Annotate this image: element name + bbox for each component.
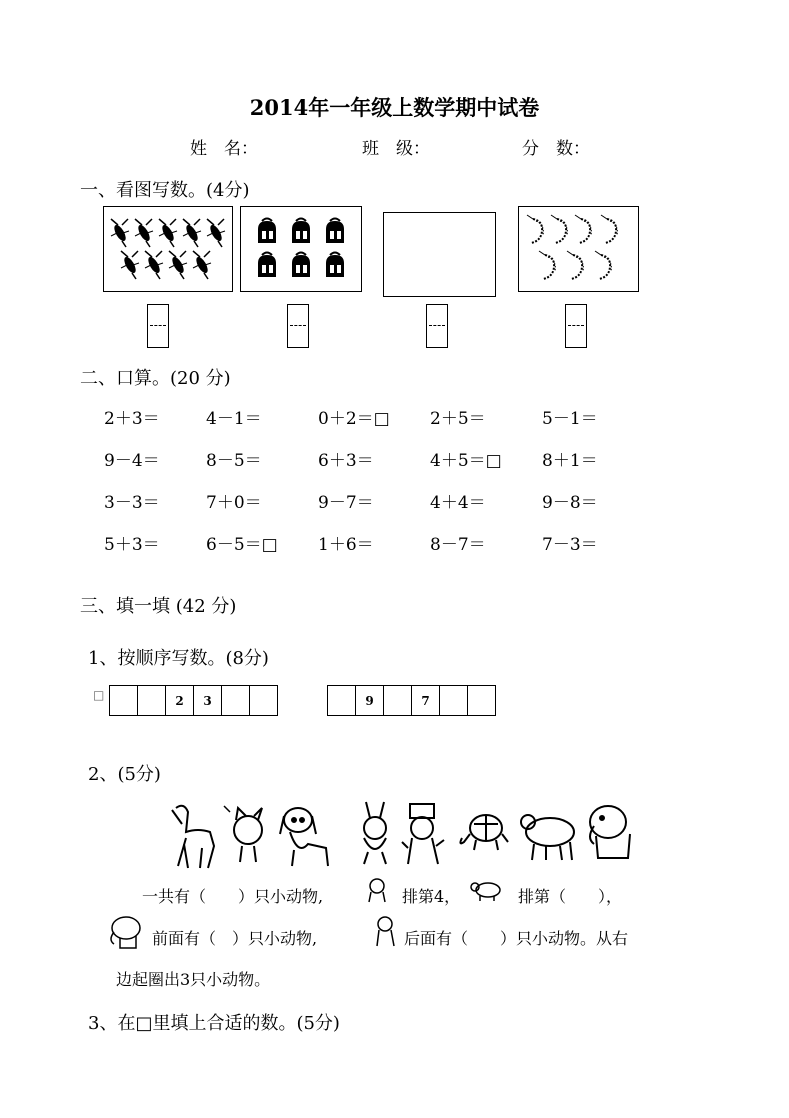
sequence-cell[interactable]: 3: [194, 686, 222, 715]
sheep-icon: [521, 815, 574, 860]
marker-square: □: [93, 688, 105, 702]
q2-line1-part3: 排第（ ），: [518, 887, 623, 906]
section2-heading: 二、口算。(20 分): [80, 368, 231, 389]
turtle-icon: [460, 815, 508, 850]
q2-line2-part1: 前面有（ ）只小动物,: [152, 929, 318, 948]
sequence-cell[interactable]: 2: [166, 686, 194, 715]
sequence-cell[interactable]: 7: [412, 686, 440, 715]
lobster-icon: [104, 207, 232, 291]
calc-item[interactable]: 2＋5＝: [430, 409, 486, 429]
horse-icon: [172, 806, 214, 868]
q2-line1-part2: 排第4，: [402, 887, 461, 906]
monkey-icon: [402, 804, 444, 864]
sequence-row-2: [327, 685, 496, 716]
elephant-icon: [590, 806, 630, 858]
calc-item[interactable]: 3－3＝: [104, 493, 160, 513]
calc-item[interactable]: 9－4＝: [104, 451, 160, 471]
picture-box-shrimps: [518, 206, 639, 292]
cat-icon: [224, 806, 262, 862]
q2-heading: 2、(5分): [88, 764, 161, 785]
sequence-cell[interactable]: [328, 686, 356, 715]
bag-icon: [241, 207, 361, 291]
sequence-cell[interactable]: [138, 686, 166, 715]
calc-item[interactable]: 4＋5＝□: [430, 451, 502, 471]
calc-item[interactable]: 5＋3＝: [104, 535, 160, 555]
sequence-cell[interactable]: [440, 686, 468, 715]
sequence-cell[interactable]: 9: [356, 686, 384, 715]
section1-heading: 一、看图写数。(4分): [80, 180, 250, 201]
class-label: 班 级：: [362, 139, 430, 159]
elephant-icon: [106, 914, 146, 950]
shrimp-icon: [519, 207, 638, 291]
answer-box-4[interactable]: [565, 304, 587, 348]
calc-item[interactable]: 9－7＝: [318, 493, 374, 513]
answer-box-2[interactable]: [287, 304, 309, 348]
sequence-cell[interactable]: [384, 686, 412, 715]
sequence-cell[interactable]: [222, 686, 250, 715]
monkey-icon: [364, 876, 390, 904]
calc-item[interactable]: 1＋6＝: [318, 535, 374, 555]
name-label: 姓 名：: [190, 139, 258, 159]
sequence-cell[interactable]: [468, 686, 496, 715]
page-title: 2014年一年级上数学期中试卷: [249, 95, 540, 120]
answer-box-3[interactable]: [426, 304, 448, 348]
calc-item[interactable]: 4－1＝: [206, 409, 262, 429]
q3-heading: 3、在□里填上合适的数。(5分): [88, 1013, 340, 1034]
section3-heading: 三、填一填 (42 分): [80, 596, 237, 617]
sequence-cell[interactable]: [110, 686, 138, 715]
calc-item[interactable]: 6－5＝□: [206, 535, 278, 555]
calc-item[interactable]: 7－3＝: [542, 535, 598, 555]
q1-heading: 1、按顺序写数。(8分): [88, 648, 269, 669]
score-label: 分 数：: [522, 139, 590, 159]
q2-line2-part2: 后面有（ ）只小动物。从右: [404, 929, 629, 948]
q2-line1-part1: 一共有（ ）只小动物,: [142, 887, 324, 906]
q2-line3: 边起圈出3只小动物。: [116, 970, 271, 989]
calc-item[interactable]: 6＋3＝: [318, 451, 374, 471]
picture-box-lobsters: [103, 206, 233, 292]
answer-box-1[interactable]: [147, 304, 169, 348]
calc-item[interactable]: 8＋1＝: [542, 451, 598, 471]
picture-box-empty: [383, 212, 496, 297]
calc-item[interactable]: 8－5＝: [206, 451, 262, 471]
rabbit-icon: [364, 802, 386, 864]
calc-item[interactable]: 9－8＝: [542, 493, 598, 513]
calc-item[interactable]: 0＋2＝□: [318, 409, 390, 429]
calc-item[interactable]: 4＋4＝: [430, 493, 486, 513]
sheep-icon: [468, 880, 504, 902]
monkey-icon: [372, 914, 398, 948]
dog-icon: [280, 808, 328, 866]
picture-box-bags: [240, 206, 362, 292]
calc-item[interactable]: 8－7＝: [430, 535, 486, 555]
sequence-row-1: [109, 685, 278, 716]
calc-item[interactable]: 7＋0＝: [206, 493, 262, 513]
calc-item[interactable]: 5－1＝: [542, 409, 598, 429]
calc-item[interactable]: 2＋3＝: [104, 409, 160, 429]
animals-row: [158, 798, 648, 874]
sequence-cell[interactable]: [250, 686, 278, 715]
